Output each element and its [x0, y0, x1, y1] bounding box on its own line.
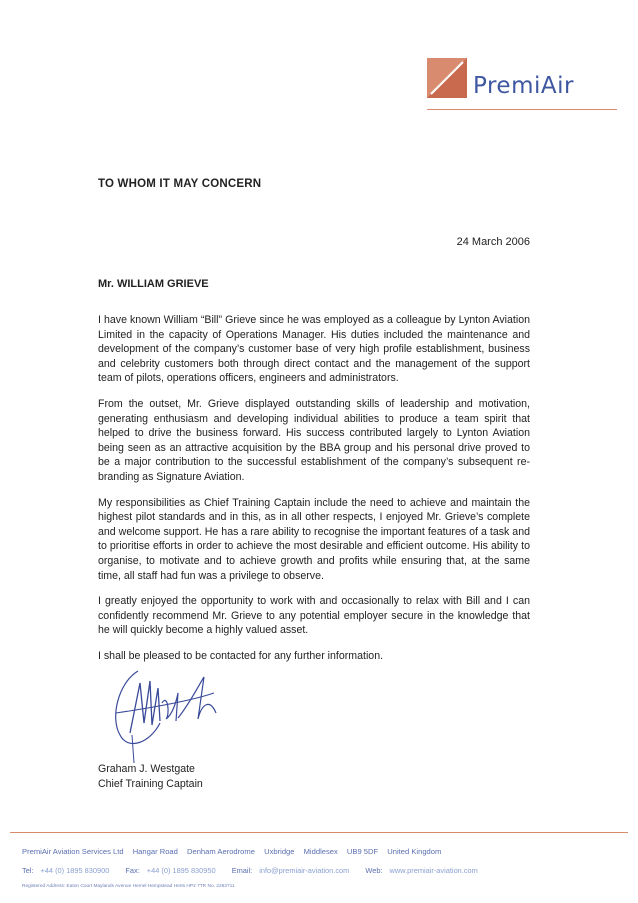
footer-town: Uxbridge — [264, 847, 295, 856]
footer-country: United Kingdom — [387, 847, 442, 856]
footer-fax-label: Fax: — [125, 866, 140, 875]
footer-contact — [22, 866, 622, 875]
letter-heading: TO WHOM IT MAY CONCERN — [98, 178, 262, 190]
letter-date: 24 March 2006 — [456, 236, 530, 248]
footer-postcode: UB9 5DF — [346, 847, 379, 856]
signer-title: Chief Training Captain — [98, 777, 203, 790]
footer-web-label: Web: — [365, 866, 383, 875]
paragraph-2: From the outset, Mr. Grieve displayed outstanding skills of leadership and motivation, generating enthusiasm and developing individual abilities to produce a team spirit that helped to drive the business forward. His success contributed largely to Lynton Aviation being seen as an attractive acquisition by the BBA group and his personal drive proved to be a major contribution to the successful establishment of the company’s subsequent re-branding as Signature Aviation. — [98, 397, 530, 483]
header-divider — [427, 109, 617, 110]
footer-divider — [10, 832, 628, 833]
brand-name: PremiAir — [473, 73, 574, 99]
footer-road: Hangar Road — [132, 847, 178, 856]
signer-block — [98, 762, 203, 791]
paragraph-3: My responsibilities as Chief Training Captain include the need to achieve and maintain the highest pilot standards and in this, as in all other respects, I enjoyed Mr. Grieve’s complete and welcome support. He has a rare ability to recognise the important features of a task and to prioritise efforts in order to achieve the most desirable and efficient outcome. His ability to organise, to motivate and to achieve growth and profits while ensuring that, at the same time, all staff had fun was a privilege to observe. — [98, 496, 530, 582]
footer-county: Middlesex — [303, 847, 338, 856]
paragraph-1: I have known William “Bill” Grieve since he was employed as a colleague by Lynton Aviation Limited in the capacity of Operations Manager. His duties included the maintenance and development of the company’s customer base of very high profile establishment, business and celebrity customers both through direct contact and the management of the support team of pilots, operations officers, engineers and administrators. — [98, 314, 530, 385]
footer-registered-address: Registered Address: Eaton Court Maylands Avenue Hemel Hempstead Herts HP2 7TR No. 2263711 — [22, 884, 235, 889]
footer-tel-label: Tel: — [22, 866, 34, 875]
footer-email[interactable]: info@premiair-aviation.com — [259, 866, 350, 875]
footer-company: PremiAir Aviation Services Ltd — [22, 847, 124, 856]
company-logo — [427, 58, 617, 108]
premiair-logo-icon — [427, 58, 467, 98]
footer-aerodrome: Denham Aerodrome — [187, 847, 255, 856]
letter-addressee: Mr. WILLIAM GRIEVE — [98, 278, 209, 290]
footer-address — [22, 847, 622, 856]
footer-fax: +44 (0) 1895 830950 — [146, 866, 216, 875]
paragraph-5: I shall be pleased to be contacted for any further information. — [98, 649, 384, 662]
footer-tel: +44 (0) 1895 830900 — [40, 866, 110, 875]
handwritten-signature — [110, 663, 220, 768]
paragraph-4: I greatly enjoyed the opportunity to work with and occasionally to relax with Bill and I can confidently recommend Mr. Grieve to any potential employer secure in the knowledge that he will quickly become a highly valued asset. — [98, 595, 530, 637]
footer-web[interactable]: www.premiair-aviation.com — [389, 866, 478, 875]
footer-email-label: Email: — [231, 866, 253, 875]
signer-name: Graham J. Westgate — [98, 763, 195, 775]
letter-body — [98, 313, 530, 674]
